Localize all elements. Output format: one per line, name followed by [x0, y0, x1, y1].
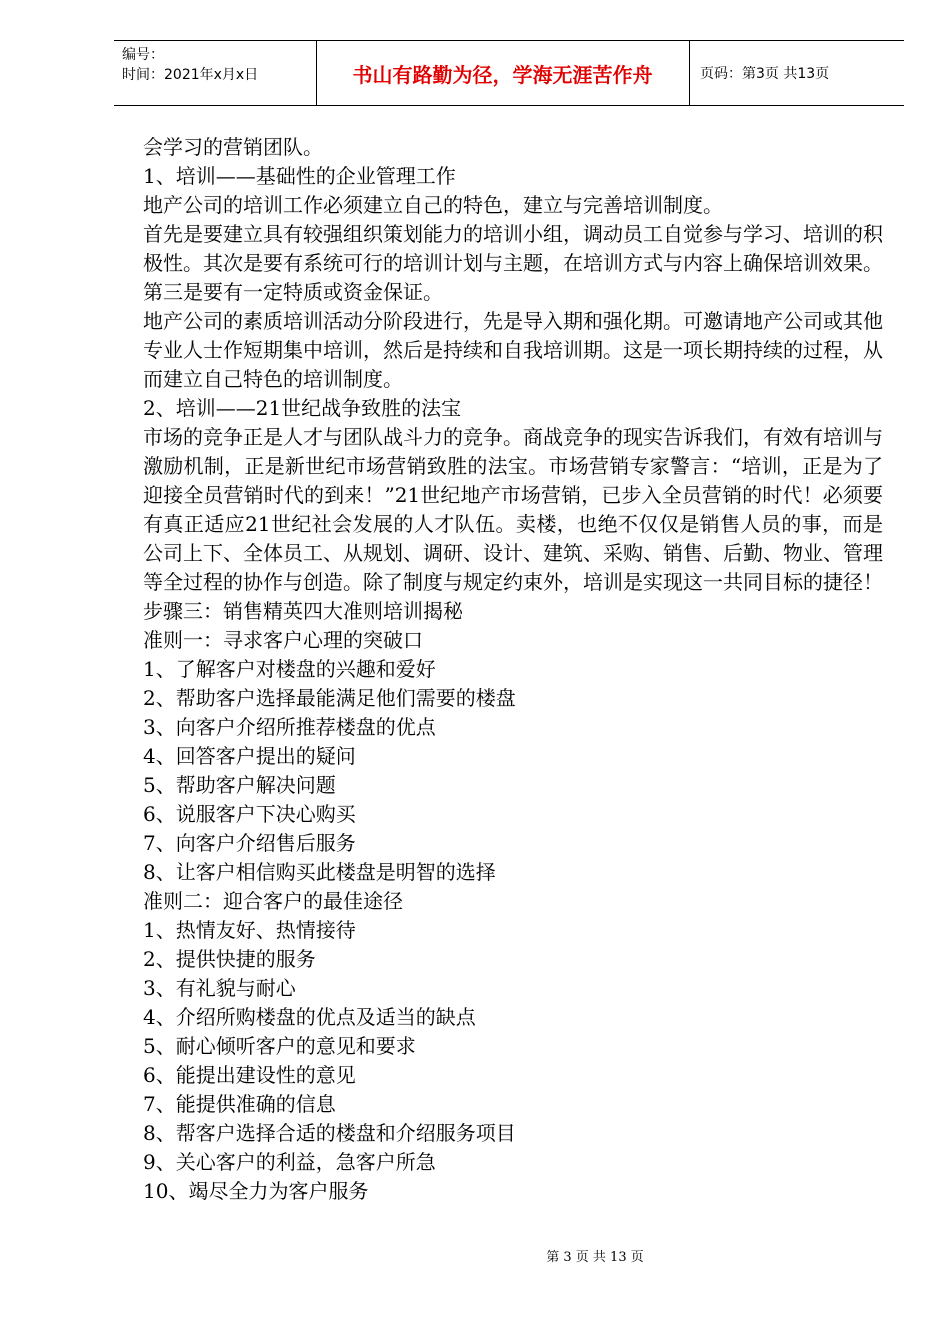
- paragraph: 2、帮助客户选择最能满足他们需要的楼盘: [143, 686, 516, 710]
- paragraph: 1、培训——基础性的企业管理工作: [143, 164, 456, 188]
- header-motto: 书山有路勤为径，学海无涯苦作舟: [352, 62, 653, 87]
- paragraph: 5、帮助客户解决问题: [143, 773, 336, 797]
- paragraph: 地产公司的素质培训活动分阶段进行，先是导入期和强化期。可邀请地产公司或其他专业人士作短期集中培训，然后是持续和自我培训期。这是一项长期持续的过程，从而建立自己特色的培训制度。: [143, 309, 883, 391]
- paragraph: 6、能提出建设性的意见: [143, 1063, 356, 1087]
- paragraph: 地产公司的培训工作必须建立自己的特色，建立与完善培训制度。: [143, 193, 723, 217]
- header-number-label: 编号：: [122, 47, 164, 63]
- paragraph: 7、能提供准确的信息: [143, 1092, 336, 1116]
- paragraph: 首先是要建立具有较强组织策划能力的培训小组，调动员工自觉参与学习、培训的积极性。其次是要有系统可行的培训计划与主题，在培训方式与内容上确保培训效果。第三是要有一定特质或资金保证。: [143, 222, 883, 304]
- paragraph: 步骤三：销售精英四大准则培训揭秘: [143, 599, 463, 623]
- page-footer: 第 3 页 共 13 页: [546, 1250, 644, 1265]
- paragraph: 9、关心客户的利益，急客户所急: [143, 1150, 436, 1174]
- header-page-info: 页码：第3页 共13页: [700, 66, 830, 82]
- header-meta: [122, 45, 258, 85]
- page-header: [114, 40, 904, 106]
- paragraph: 7、向客户介绍售后服务: [143, 831, 356, 855]
- paragraph: 4、回答客户提出的疑问: [143, 744, 356, 768]
- paragraph: 10、竭尽全力为客户服务: [143, 1179, 369, 1203]
- paragraph: 3、向客户介绍所推荐楼盘的优点: [143, 715, 436, 739]
- paragraph: 会学习的营销团队。: [143, 135, 323, 159]
- paragraph: 8、帮客户选择合适的楼盘和介绍服务项目: [143, 1121, 516, 1145]
- document-body: [143, 133, 883, 1206]
- paragraph: 6、说服客户下决心购买: [143, 802, 356, 826]
- paragraph: 5、耐心倾听客户的意见和要求: [143, 1034, 416, 1058]
- header-divider-right: [689, 41, 690, 105]
- paragraph: 3、有礼貌与耐心: [143, 976, 296, 1000]
- paragraph: 1、了解客户对楼盘的兴趣和爱好: [143, 657, 436, 681]
- paragraph: 1、热情友好、热情接待: [143, 918, 356, 942]
- header-time-label: 时间：2021年x月x日: [122, 67, 259, 83]
- paragraph: 2、培训——21世纪战争致胜的法宝: [143, 396, 462, 420]
- paragraph: 4、介绍所购楼盘的优点及适当的缺点: [143, 1005, 476, 1029]
- paragraph: 准则二：迎合客户的最佳途径: [143, 889, 403, 913]
- paragraph: 市场的竞争正是人才与团队战斗力的竞争。商战竞争的现实告诉我们，有效有培训与激励机制，正是新世纪市场营销致胜的法宝。市场营销专家警言：“培训，正是为了迎接全员营销时代的到来！”21世纪地产市场营销，已步入全员营销的时代！必须要有真正适应21世纪社会发展的人才队伍。卖楼，也绝不仅仅是销售人员的事，而是公司上下、全体员工、从规划、调研、设计、建筑、采购、销售、后勤、物业、管理等全过程的协作与创造。除了制度与规定约束外，培训是实现这一共同目标的捷径！: [143, 425, 883, 594]
- paragraph: 准则一：寻求客户心理的突破口: [143, 628, 423, 652]
- paragraph: 2、提供快捷的服务: [143, 947, 316, 971]
- paragraph: 8、让客户相信购买此楼盘是明智的选择: [143, 860, 496, 884]
